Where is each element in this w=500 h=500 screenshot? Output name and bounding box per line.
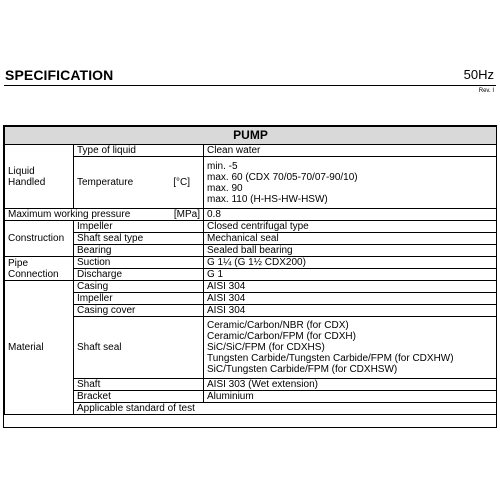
impeller-type-label: Impeller [74,221,204,233]
shaft-label: Shaft [74,379,204,391]
discharge-label: Discharge [74,269,204,281]
impeller-material-value: AISI 304 [204,293,497,305]
table-row [5,391,497,403]
page-title: SPECIFICATION [5,67,114,83]
table-title: PUMP [5,127,497,145]
table-row [5,269,497,281]
suction-value: G 1¼ (G 1½ CDX200) [204,257,497,269]
casing-cover-label: Casing cover [74,305,204,317]
impeller-material-label: Impeller [74,293,204,305]
table-row [5,127,497,145]
bracket-label: Bracket [74,391,204,403]
bearing-label: Bearing [74,245,204,257]
frequency-label: 50Hz [463,67,494,82]
table-row [5,257,497,269]
casing-value: AISI 304 [204,281,497,293]
casing-label: Casing [74,281,204,293]
bearing-value: Sealed ball bearing [204,245,497,257]
table-row [5,157,497,209]
spec-table [4,126,497,415]
construction-label: Construction [5,221,74,257]
shaft-seal-type-value: Mechanical seal [204,233,497,245]
table-row [5,221,497,233]
table-row [5,245,497,257]
bracket-value: Aluminium [204,391,497,403]
material-label: Material [5,281,74,415]
shaft-seal-type-label: Shaft seal type [74,233,204,245]
table-row [5,293,497,305]
type-of-liquid-value: Clean water [204,145,497,157]
pressure-unit: [MPa] [173,209,200,220]
shaft-value: AISI 303 (Wet extension) [204,379,497,391]
table-row [5,281,497,293]
table-row [5,379,497,391]
table-row [5,145,497,157]
impeller-type-value: Closed centrifugal type [204,221,497,233]
header-rule [4,85,496,86]
pressure-label: Maximum working pressure [MPa] [5,209,204,221]
discharge-value: G 1 [204,269,497,281]
liquid-handled-label: Liquid Handled [5,145,74,209]
pressure-value: 0.8 [204,209,497,221]
standard-label: Applicable standard of test [74,403,497,415]
temperature-label: Temperature [°C] [74,157,204,209]
temperature-unit: [°C] [173,177,190,188]
casing-cover-value: AISI 304 [204,305,497,317]
temperature-values: min. -5 max. 60 (CDX 70/05-70/07-90/10) max. 90 max. 110 (H-HS-HW-HSW) [204,157,497,209]
table-row [5,209,497,221]
shaft-seal-label: Shaft seal [74,317,204,379]
table-row [5,233,497,245]
table-row [5,305,497,317]
table-row [5,403,497,415]
type-of-liquid-label: Type of liquid [74,145,204,157]
table-row [5,317,497,379]
shaft-seal-values: Ceramic/Carbon/NBR (for CDX) Ceramic/Carbon/FPM (for CDXH) SiC/SiC/FPM (for CDXHS) Tungsten Carbide/Tungsten Carbide/FPM (for CDXHW) SiC/Tungsten Carbide/FPM (for CDXHSW) [204,317,497,379]
suction-label: Suction [74,257,204,269]
revision-label: Rev. I [478,88,494,94]
pipe-connection-label: Pipe Connection [5,257,74,281]
